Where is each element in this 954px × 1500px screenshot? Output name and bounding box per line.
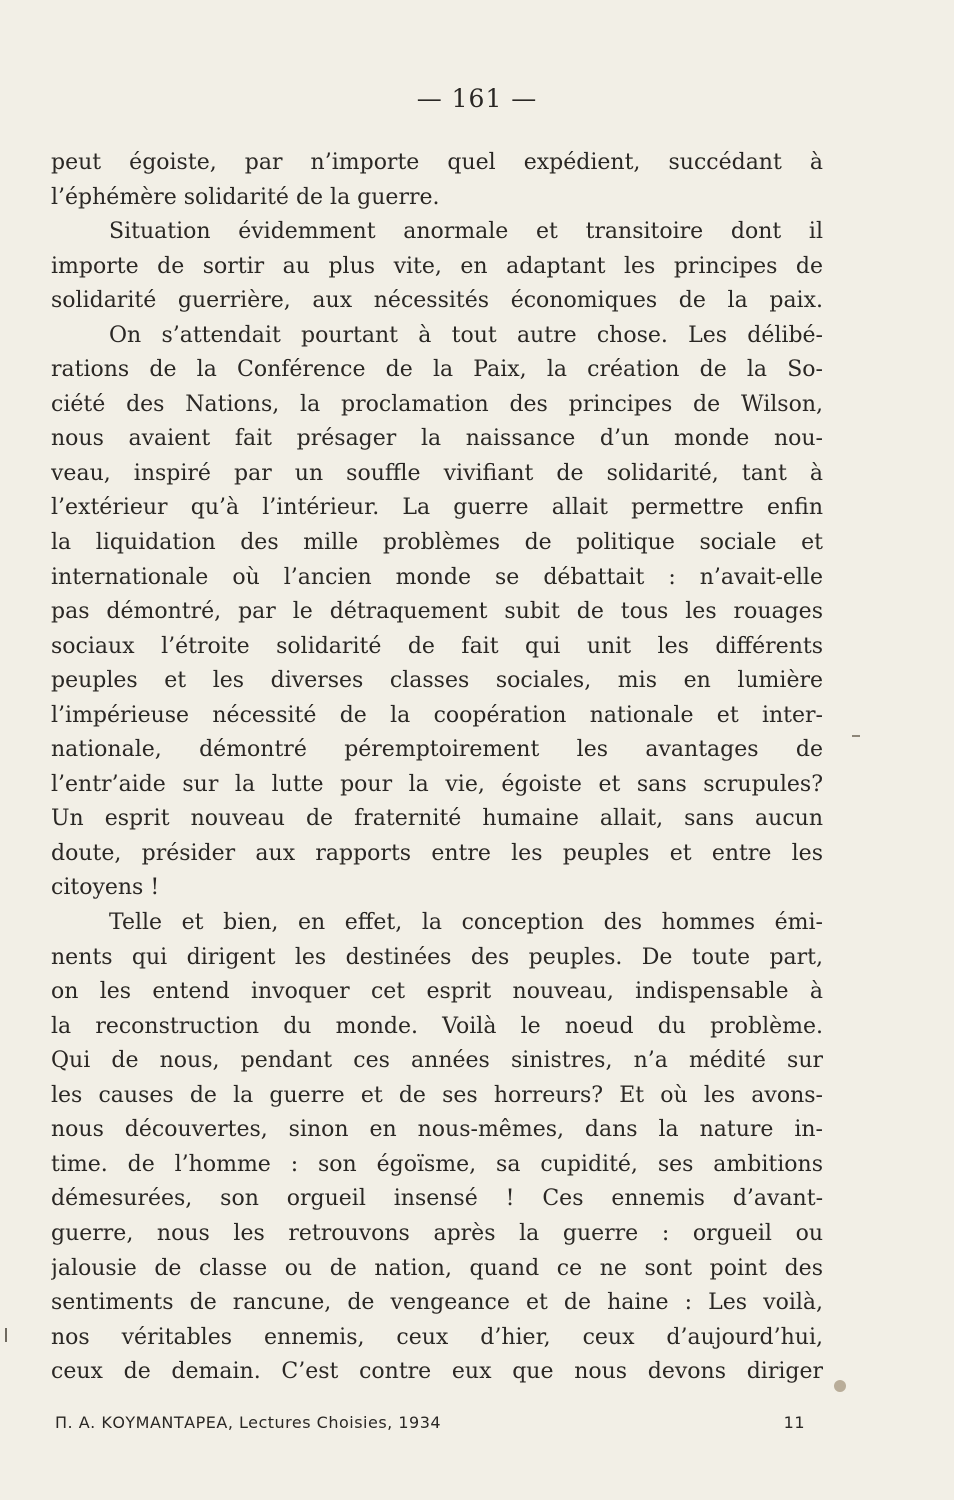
text-line: la liquidation des mille problèmes de politique sociale et — [51, 530, 823, 556]
text-line: l’éphémère solidarité de la guerre. — [51, 184, 440, 210]
text-line: peuples et les diverses classes sociales, mis en lumière — [51, 668, 823, 694]
text-line: peut égoiste, par n’importe quel expédient, succédant à — [51, 150, 823, 175]
text-line: sentiments de rancune, de vengeance et de haine : Les voilà, — [51, 1290, 823, 1316]
text-line: nous avaient fait présager la naissance d’un monde nou- — [51, 426, 823, 452]
text-line: nationale, démontré péremptoirement les avantages de — [51, 737, 823, 763]
text-line: citoyens ! — [51, 875, 160, 901]
text-line: internationale où l’ancien monde se débattait : n’avait-elle — [51, 564, 823, 590]
text-line: nous découvertes, sinon en nous-mêmes, dans la nature in- — [51, 1117, 823, 1143]
text-line: l’impérieuse nécessité de la coopération nationale et inter- — [51, 702, 823, 728]
body-text — [51, 146, 823, 1390]
text-line: time. de l’homme : son égoïsme, sa cupidité, ses ambitions — [51, 1151, 823, 1177]
text-line: l’entr’aide sur la lutte pour la vie, égoiste et sans scrupules? — [51, 771, 823, 797]
text-line: rations de la Conférence de la Paix, la création de la So- — [51, 357, 823, 383]
text-line: importe de sortir au plus vite, en adaptant les principes de — [51, 253, 823, 279]
text-line: solidarité guerrière, aux nécessités économiques de la paix. — [51, 288, 823, 314]
text-line: doute, présider aux rapports entre les peuples et entre les — [51, 840, 823, 866]
paragraph-start-line: Telle et bien, en effet, la conception des hommes émi- — [109, 910, 823, 936]
text-line: pas démontré, par le détraquement subit de tous les rouages — [51, 599, 823, 625]
text-line: guerre, nous les retrouvons après la guerre : orgueil ou — [51, 1220, 823, 1246]
paragraph-start-line: On s’attendait pourtant à tout autre chose. Les délibé- — [109, 322, 823, 348]
text-line: Qui de nous, pendant ces années sinistres, n’a médité sur — [51, 1048, 823, 1074]
text-line: sociaux l’étroite solidarité de fait qui unit les différents — [51, 633, 823, 659]
sheet-number: 11 — [783, 1413, 805, 1432]
margin-tick-mark — [5, 1328, 7, 1342]
text-line: démesurées, son orgueil insensé ! Ces ennemis d’avant- — [51, 1186, 823, 1212]
text-line: on les entend invoquer cet esprit nouveau, indispensable à — [51, 979, 823, 1005]
text-line: nents qui dirigent les destinées des peuples. De toute part, — [51, 944, 823, 970]
paragraph-start-line: Situation évidemment anormale et transitoire dont il — [109, 219, 823, 245]
text-line: jalousie de classe ou de nation, quand ce ne sont point des — [51, 1255, 823, 1281]
text-line: ciété des Nations, la proclamation des principes de Wilson, — [51, 391, 823, 417]
text-line: veau, inspiré par un souffle vivifiant de solidarité, tant à — [51, 460, 823, 486]
printer-signature: Π. Α. ΚΟΥΜΑΝΤΑΡΕΑ, Lectures Choisies, 1934 — [55, 1413, 442, 1432]
ornament-icon — [834, 1380, 846, 1392]
page-number: — 161 — — [416, 84, 538, 113]
text-line: l’extérieur qu’à l’intérieur. La guerre allait permettre enfin — [51, 495, 823, 521]
text-line: Un esprit nouveau de fraternité humaine allait, sans aucun — [51, 806, 823, 832]
text-line: ceux de demain. C’est contre eux que nous devons diriger — [51, 1359, 823, 1385]
text-line: les causes de la guerre et de ses horreurs? Et où les avons- — [51, 1082, 823, 1108]
margin-dash-mark — [852, 735, 860, 737]
text-line: la reconstruction du monde. Voilà le noeud du problème. — [51, 1013, 823, 1039]
text-line: nos véritables ennemis, ceux d’hier, ceux d’aujourd’hui, — [51, 1324, 823, 1350]
